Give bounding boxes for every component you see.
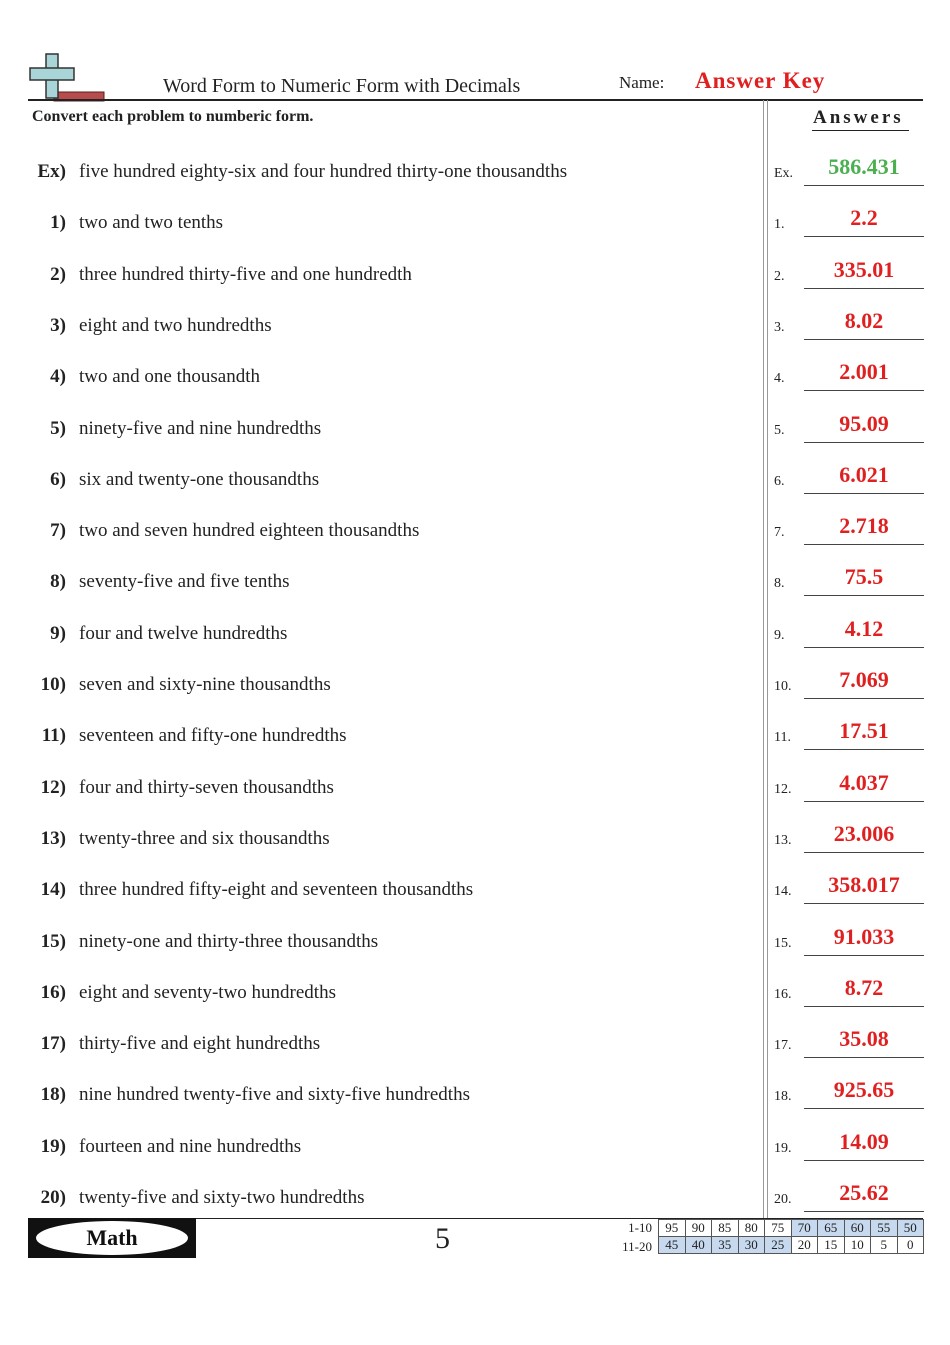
score-cell: 30 <box>738 1237 765 1254</box>
problem-row <box>0 725 760 755</box>
problem-row <box>0 366 760 396</box>
problem-number: 11) <box>41 725 66 746</box>
answer-number: 1. <box>774 217 785 232</box>
header-rule <box>28 99 923 101</box>
answer-number: 8. <box>774 576 785 591</box>
answer-number: 5. <box>774 423 785 438</box>
problem-text: six and twenty-one thousandths <box>79 469 320 490</box>
problem-row <box>0 931 760 961</box>
answer-number: 4. <box>774 371 785 386</box>
score-cell: 55 <box>871 1220 898 1237</box>
answer-number: 2. <box>774 269 785 284</box>
problem-row <box>0 264 760 294</box>
answer-value: 2.2 <box>850 205 878 230</box>
answer-line <box>804 1057 924 1058</box>
problem-row <box>0 1084 760 1114</box>
answer-value: 95.09 <box>839 411 889 436</box>
problem-number: 9) <box>50 623 66 644</box>
problem-text: eight and seventy-two hundredths <box>79 982 336 1003</box>
problem-text: seventeen and fifty-one hundredths <box>79 725 347 746</box>
math-badge-label: Math <box>36 1221 188 1255</box>
problem-row <box>0 1187 760 1217</box>
answer-number: 15. <box>774 936 792 951</box>
answer-value: 8.72 <box>844 975 884 1000</box>
answer-value: 4.12 <box>844 616 884 641</box>
problem-text: three hundred thirty-five and one hundredth <box>79 264 412 285</box>
problem-text: eight and two hundredths <box>79 315 272 336</box>
problem-row <box>0 982 760 1012</box>
problem-number: 14) <box>40 879 66 900</box>
answer-line <box>804 390 924 391</box>
answer-value: 17.51 <box>839 718 889 743</box>
answer-number: 3. <box>774 320 785 335</box>
answer-line <box>804 647 924 648</box>
problem-number: 17) <box>40 1033 66 1054</box>
problem-text: four and twelve hundredths <box>79 623 288 644</box>
score-cell: 80 <box>738 1220 765 1237</box>
problem-text: ninety-one and thirty-three thousandths <box>79 931 379 952</box>
score-row <box>659 1220 924 1237</box>
problem-row <box>0 469 760 499</box>
answer-key-label: Answer Key <box>695 68 826 93</box>
column-divider <box>763 100 764 1218</box>
problem-number: 5) <box>50 418 66 439</box>
score-cell: 45 <box>659 1237 686 1254</box>
problem-text: twenty-three and six thousandths <box>79 828 330 849</box>
problem-text: two and one thousandth <box>79 366 261 387</box>
answer-line <box>804 801 924 802</box>
score-cell: 15 <box>818 1237 845 1254</box>
problem-row <box>0 777 760 807</box>
problem-number: 8) <box>50 571 66 592</box>
math-plus-logo <box>28 52 106 102</box>
score-cell: 10 <box>844 1237 871 1254</box>
problem-text: five hundred eighty-six and four hundred thirty-one thousandths <box>79 161 568 182</box>
answer-value: 358.017 <box>828 872 900 897</box>
score-cell: 25 <box>765 1237 792 1254</box>
answers-heading: Answers <box>813 107 904 128</box>
answer-line <box>804 595 924 596</box>
answer-number: 16. <box>774 987 792 1002</box>
score-cell: 95 <box>659 1220 686 1237</box>
answers-heading-underline <box>812 130 909 131</box>
answer-number: 11. <box>774 730 791 745</box>
score-cell: 35 <box>712 1237 739 1254</box>
answer-line <box>804 1160 924 1161</box>
answer-line <box>804 544 924 545</box>
problem-number: 19) <box>40 1136 66 1157</box>
score-cell: 75 <box>765 1220 792 1237</box>
answer-line <box>804 749 924 750</box>
score-cell: 20 <box>791 1237 818 1254</box>
answer-line <box>804 1211 924 1212</box>
score-cell: 50 <box>897 1220 924 1237</box>
score-cell: 5 <box>871 1237 898 1254</box>
score-row-label: 11-20 <box>622 1239 652 1254</box>
problem-number: 7) <box>50 520 66 541</box>
score-cell: 0 <box>897 1237 924 1254</box>
problem-text: fourteen and nine hundredths <box>79 1136 302 1157</box>
example-answer: 586.431 <box>828 154 900 179</box>
problem-row <box>0 1033 760 1063</box>
column-divider <box>767 100 768 1218</box>
problem-number: 16) <box>40 982 66 1003</box>
answer-value: 4.037 <box>839 770 889 795</box>
answer-value: 91.033 <box>833 924 895 949</box>
problem-text: two and two tenths <box>79 212 224 233</box>
problem-row <box>0 212 760 242</box>
answer-line <box>804 698 924 699</box>
answer-number: 18. <box>774 1089 792 1104</box>
answer-number: 13. <box>774 833 792 848</box>
answer-number: 10. <box>774 679 792 694</box>
problem-text: twenty-five and sixty-two hundredths <box>79 1187 365 1208</box>
problem-text: thirty-five and eight hundredths <box>79 1033 321 1054</box>
problem-text: four and thirty-seven thousandths <box>79 777 334 798</box>
problem-row <box>0 161 760 191</box>
score-row-label: 1-10 <box>628 1220 652 1235</box>
problem-number: 13) <box>40 828 66 849</box>
problem-row <box>0 828 760 858</box>
score-table <box>658 1219 924 1254</box>
answer-value: 7.069 <box>839 667 889 692</box>
answer-value: 35.08 <box>839 1026 889 1051</box>
score-cell: 40 <box>685 1237 712 1254</box>
problem-number: 18) <box>40 1084 66 1105</box>
worksheet-title: Word Form to Numeric Form with Decimals <box>163 75 521 97</box>
answer-value: 8.02 <box>844 308 884 333</box>
answer-number: 6. <box>774 474 785 489</box>
problem-text: ninety-five and nine hundredths <box>79 418 322 439</box>
math-badge <box>28 1218 196 1258</box>
answer-number: 7. <box>774 525 785 540</box>
problem-row <box>0 571 760 601</box>
answer-line <box>804 903 924 904</box>
problem-number: 1) <box>50 212 66 233</box>
score-cell: 90 <box>685 1220 712 1237</box>
score-cell: 70 <box>791 1220 818 1237</box>
problem-text: nine hundred twenty-five and sixty-five hundredths <box>79 1084 470 1105</box>
problem-number: 15) <box>40 931 66 952</box>
answer-value: 75.5 <box>844 564 884 589</box>
answer-number: 9. <box>774 628 785 643</box>
problem-row <box>0 879 760 909</box>
answer-line <box>804 185 924 186</box>
problem-row <box>0 674 760 704</box>
answer-line <box>804 288 924 289</box>
answer-value: 14.09 <box>839 1129 889 1154</box>
problem-text: seventy-five and five tenths <box>79 571 290 592</box>
problem-number: 12) <box>40 777 66 798</box>
problem-number: 4) <box>50 366 66 387</box>
score-cell: 60 <box>844 1220 871 1237</box>
problem-number: 3) <box>50 315 66 336</box>
problem-number: 2) <box>50 264 66 285</box>
answer-line <box>804 1006 924 1007</box>
score-row <box>659 1237 924 1254</box>
answer-value: 925.65 <box>833 1077 895 1102</box>
problem-text: two and seven hundred eighteen thousandths <box>79 520 420 541</box>
answer-value: 2.718 <box>839 513 889 538</box>
answer-number: 17. <box>774 1038 792 1053</box>
answer-line <box>804 1108 924 1109</box>
problem-text: three hundred fifty-eight and seventeen thousandths <box>79 879 474 900</box>
answer-line <box>804 236 924 237</box>
problem-number: 20) <box>40 1187 66 1208</box>
score-cell: 85 <box>712 1220 739 1237</box>
answer-value: 25.62 <box>839 1180 889 1205</box>
problem-row <box>0 1136 760 1166</box>
answer-number: 14. <box>774 884 792 899</box>
instructions: Convert each problem to numberic form. <box>32 108 314 125</box>
problem-row <box>0 520 760 550</box>
answer-value: 23.006 <box>833 821 895 846</box>
problem-number: Ex) <box>37 161 66 182</box>
answer-number: 19. <box>774 1141 792 1156</box>
score-cell: 65 <box>818 1220 845 1237</box>
name-label: Name: <box>619 73 665 92</box>
answer-line <box>804 852 924 853</box>
answer-line <box>804 493 924 494</box>
answer-line <box>804 442 924 443</box>
answer-value: 335.01 <box>833 257 895 282</box>
answer-line <box>804 955 924 956</box>
problem-number: 10) <box>40 674 66 695</box>
answer-value: 2.001 <box>839 359 889 384</box>
problem-row <box>0 623 760 653</box>
answer-number: 12. <box>774 782 792 797</box>
answer-number: 20. <box>774 1192 792 1207</box>
answer-number: Ex. <box>774 166 794 181</box>
problem-text: seven and sixty-nine thousandths <box>79 674 331 695</box>
answer-value: 6.021 <box>839 462 889 487</box>
problem-row <box>0 418 760 448</box>
problem-row <box>0 315 760 345</box>
page-number: 5 <box>435 1222 450 1255</box>
answer-line <box>804 339 924 340</box>
problem-number: 6) <box>50 469 66 490</box>
